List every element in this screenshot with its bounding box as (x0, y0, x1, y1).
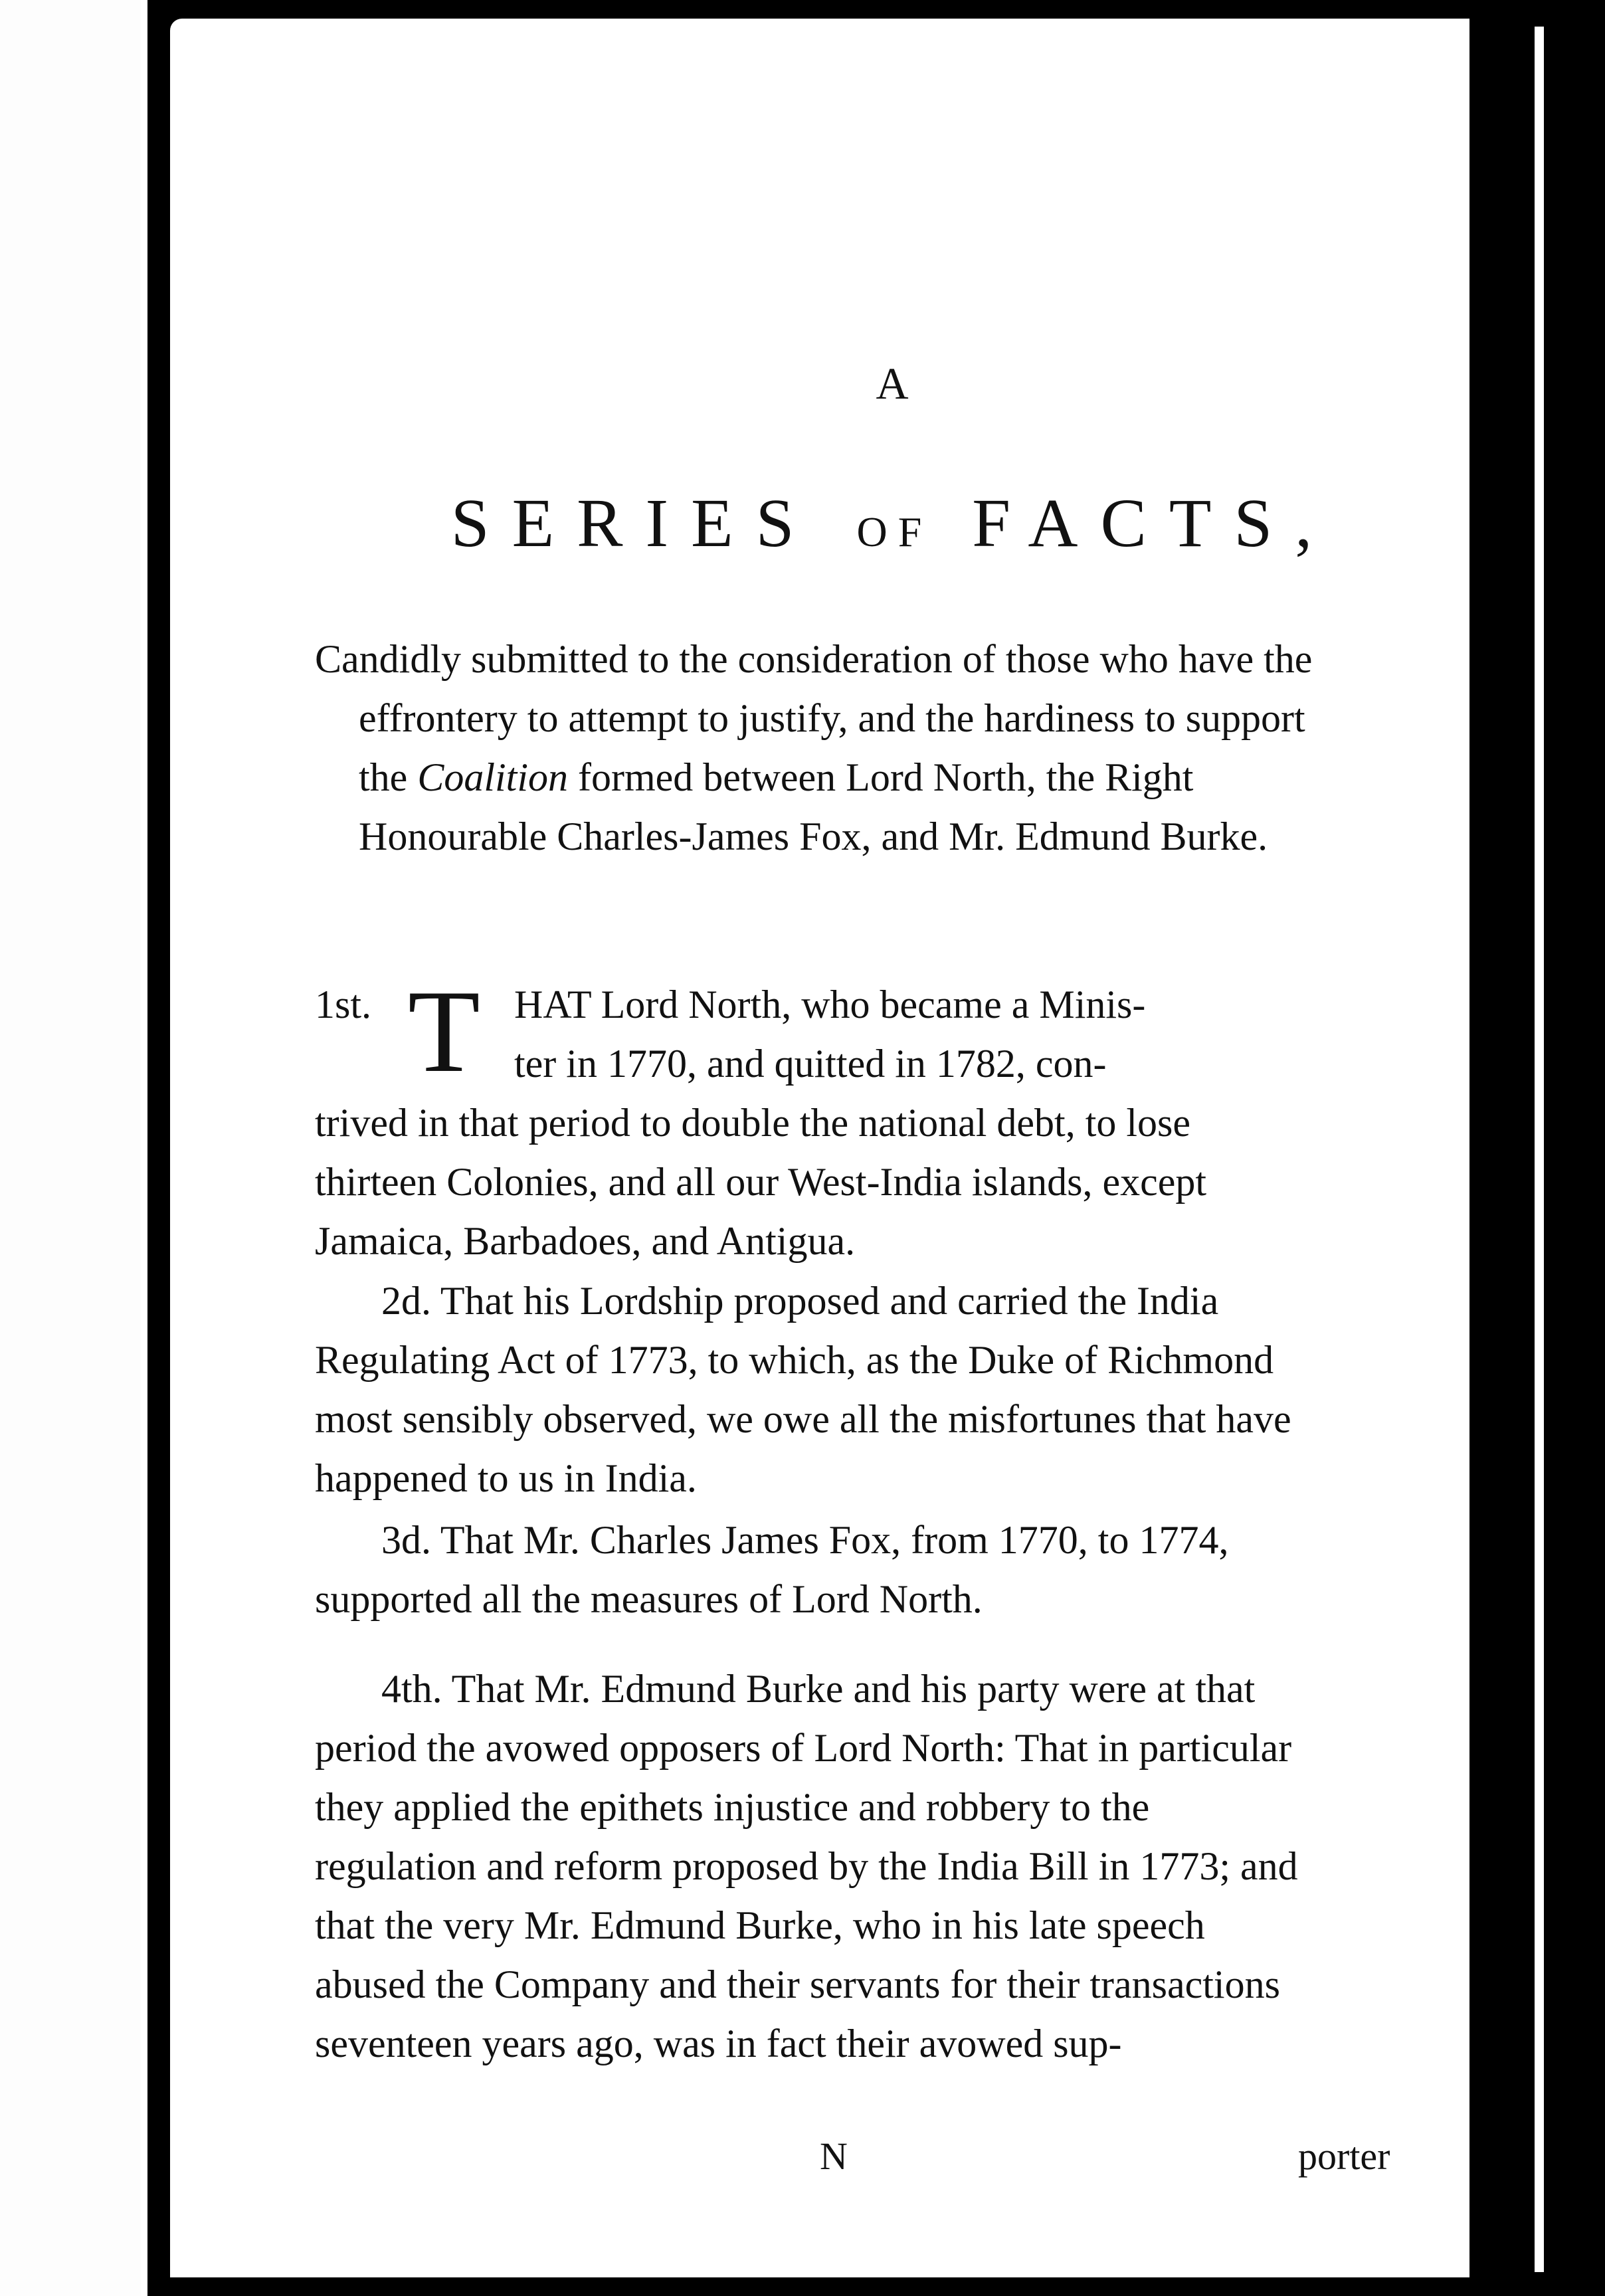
right-page-strip (1535, 27, 1544, 2272)
paragraph-3: 3d. That Mr. Charles James Fox, from 1770, to 1774, supported all the measures of Lord North. (315, 1518, 1229, 1621)
subtitle-text-after: formed between Lord North, the Right Honourable Charles-James Fox, and Mr. Edmund Burke. (359, 755, 1268, 858)
subtitle-italic-coalition: Coalition (417, 755, 569, 799)
paragraph-number-1: 1st. (315, 983, 372, 1026)
book-page (170, 19, 1469, 2277)
paragraph-4: 4th. That Mr. Edmund Burke and his party were at that period the avowed opposers of Lord North: That in particular they applied the epithets injustice and robbery to the regulation and reform proposed by the India Bill in 1773; and that the very Mr. Edmund Burke, who in his late speech abused the Company and their servants for their transactions seventeen years ago, was in fact their avowed sup- (315, 1667, 1298, 2065)
paragraph-1-rest: trived in that period to double the national debt, to lose thirteen Colonies, and all our West-India islands, except Jamaica, Barbadoes, and Antigua. (315, 1101, 1207, 1263)
right-book-edge (1475, 0, 1605, 2296)
drop-cap: T (408, 965, 480, 1097)
catchword: porter (1298, 2135, 1390, 2178)
page-title (315, 484, 1469, 563)
paragraph-1-line-2: ter in 1770, and quitted in 1782, con- (514, 1042, 1107, 1086)
title-series: SERIES (450, 485, 817, 561)
left-page-edge (0, 0, 151, 2296)
paragraph-1-line-1: HAT Lord North, who became a Minis- (514, 983, 1146, 1026)
left-page-surface (0, 0, 141, 2296)
paragraph-2: 2d. That his Lordship proposed and carried the India Regulating Act of 1773, to which, as the Duke of Richmond most sensibly observed, we owe all the misfortunes that have happened to us in India. (315, 1279, 1291, 1500)
title-facts: FACTS, (972, 485, 1335, 561)
heading-article: A (876, 358, 910, 409)
signature-mark: N (820, 2135, 848, 2178)
subtitle (315, 630, 1355, 866)
title-of: OF (856, 508, 933, 555)
subtitle-text-before: Candidly submitted to the consideration of those who have the effrontery to attempt to justify, and the hardiness to support the (315, 637, 1313, 799)
